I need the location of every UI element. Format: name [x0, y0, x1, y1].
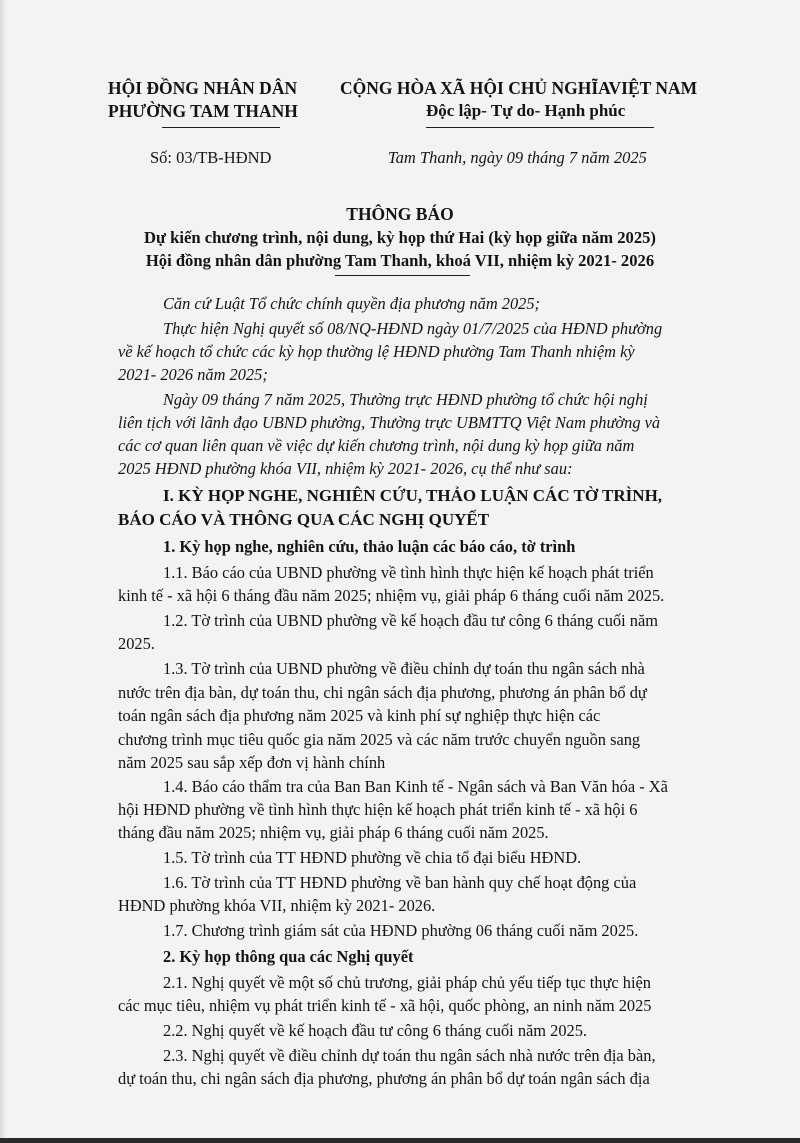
- body-line: toán ngân sách địa phương năm 2025 và kinh phí sự nghiệp thực hiện các: [118, 706, 601, 725]
- document-subtitle-2: Hội đồng nhân dân phường Tam Thanh, khoá VII, nhiệm kỳ 2021- 2026: [145, 251, 655, 270]
- place-date: Tam Thanh, ngày 09 tháng 7 năm 2025: [388, 148, 647, 167]
- section-1-heading: I. KỲ HỌP NGHE, NGHIÊN CỨU, THẢO LUẬN CÁC TỜ TRÌNH,: [163, 486, 663, 505]
- preamble-line: Ngày 09 tháng 7 năm 2025, Thường trực HĐND phường tổ chức hội nghị: [163, 390, 648, 409]
- body-line: năm 2025 sau sắp xếp đơn vị hành chính: [118, 753, 386, 772]
- body-line: nước trên địa bàn, dự toán thu, chi ngân sách địa phương, phương án phân bổ dự: [118, 683, 647, 702]
- body-line: hội HĐND phường về tình hình thực hiện kế hoạch phát triển kinh tế - xã hội 6: [118, 800, 638, 819]
- document-title: THÔNG BÁO: [346, 204, 454, 224]
- preamble-line: các cơ quan liên quan về việc dự kiến chương trình, nội dung kỳ họp giữa năm: [118, 436, 635, 455]
- nation-motto: Độc lập- Tự do- Hạnh phúc: [426, 101, 626, 120]
- org-underline: [162, 127, 280, 128]
- nation-title: CỘNG HÒA XÃ HỘI CHỦ NGHĨAVIỆT NAM: [340, 78, 698, 98]
- body-line: chương trình mục tiêu quốc gia năm 2025 và các năm trước chuyển nguồn sang: [118, 730, 641, 749]
- body-line: 2.1. Nghị quyết về một số chủ trương, giải pháp chủ yếu tiếp tục thực hiện: [163, 973, 652, 992]
- body-line: 2.2. Nghị quyết về kế hoạch đầu tư công 6 tháng cuối năm 2025.: [163, 1021, 588, 1040]
- preamble-line: 2025 HĐND phường khóa VII, nhiệm kỳ 2021- 2026, cụ thể như sau:: [118, 459, 573, 478]
- body-line: HĐND phường khóa VII, nhiệm kỳ 2021- 2026.: [118, 896, 436, 915]
- org-name-line1: HỘI ĐỒNG NHÂN DÂN: [108, 78, 298, 98]
- subsection-2-heading: 2. Kỳ họp thông qua các Nghị quyết: [163, 947, 414, 966]
- body-line: 1.2. Tờ trình của UBND phường về kế hoạch đầu tư công 6 tháng cuối năm: [163, 611, 659, 630]
- motto-underline: [426, 127, 654, 128]
- title-underline: [335, 275, 470, 276]
- preamble-line: về kế hoạch tổ chức các kỳ họp thường lệ HĐND phường Tam Thanh nhiệm kỳ: [118, 342, 635, 361]
- preamble-line: 2021- 2026 năm 2025;: [118, 365, 268, 384]
- body-line: 1.5. Tờ trình của TT HĐND phường về chia tổ đại biểu HĐND.: [163, 848, 582, 867]
- body-line: 1.4. Báo cáo thẩm tra của Ban Ban Kinh tế - Ngân sách và Ban Văn hóa - Xã: [163, 777, 668, 796]
- scan-bottom-edge: [0, 1138, 800, 1143]
- org-name-line2: PHƯỜNG TAM THANH: [108, 101, 298, 121]
- body-line: 1.3. Tờ trình của UBND phường về điều chỉnh dự toán thu ngân sách nhà: [163, 659, 645, 678]
- body-line: 1.7. Chương trình giám sát của HĐND phường 06 tháng cuối năm 2025.: [163, 921, 639, 940]
- body-line: kinh tế - xã hội 6 tháng đầu năm 2025; nhiệm vụ, giải pháp 6 tháng cuối năm 2025.: [118, 586, 665, 605]
- preamble-line: liên tịch với lãnh đạo UBND phường, Thường trực UBMTTQ Việt Nam phường và: [118, 413, 661, 432]
- document-number: Số: 03/TB-HĐND: [150, 148, 272, 167]
- document-subtitle-1: Dự kiến chương trình, nội dung, kỳ họp thứ Hai (kỳ họp giữa năm 2025): [144, 228, 656, 247]
- body-line: các mục tiêu, nhiệm vụ phát triển kinh tế - xã hội, quốc phòng, an ninh năm 2025: [118, 996, 652, 1015]
- body-line: tháng đầu năm 2025; nhiệm vụ, giải pháp 6 tháng cuối năm 2025.: [118, 823, 549, 842]
- section-1-heading-cont: BÁO CÁO VÀ THÔNG QUA CÁC NGHỊ QUYẾT: [118, 510, 490, 529]
- body-line: 2025.: [118, 634, 155, 653]
- body-line: 2.3. Nghị quyết về điều chỉnh dự toán thu ngân sách nhà nước trên địa bàn,: [163, 1046, 656, 1065]
- body-line: 1.1. Báo cáo của UBND phường về tình hình thực hiện kế hoạch phát triển: [163, 563, 654, 582]
- preamble-line: Thực hiện Nghị quyết số 08/NQ-HĐND ngày 01/7/2025 của HĐND phường: [163, 319, 663, 338]
- scan-edge-shadow: [0, 0, 6, 1143]
- subsection-1-heading: 1. Kỳ họp nghe, nghiên cứu, thảo luận các báo cáo, tờ trình: [163, 537, 576, 556]
- body-line: dự toán thu, chi ngân sách địa phương, phương án phân bổ dự toán ngân sách địa: [118, 1069, 650, 1088]
- preamble-line: Căn cứ Luật Tổ chức chính quyền địa phương năm 2025;: [163, 294, 541, 313]
- body-line: 1.6. Tờ trình của TT HĐND phường về ban hành quy chế hoạt động của: [163, 873, 637, 892]
